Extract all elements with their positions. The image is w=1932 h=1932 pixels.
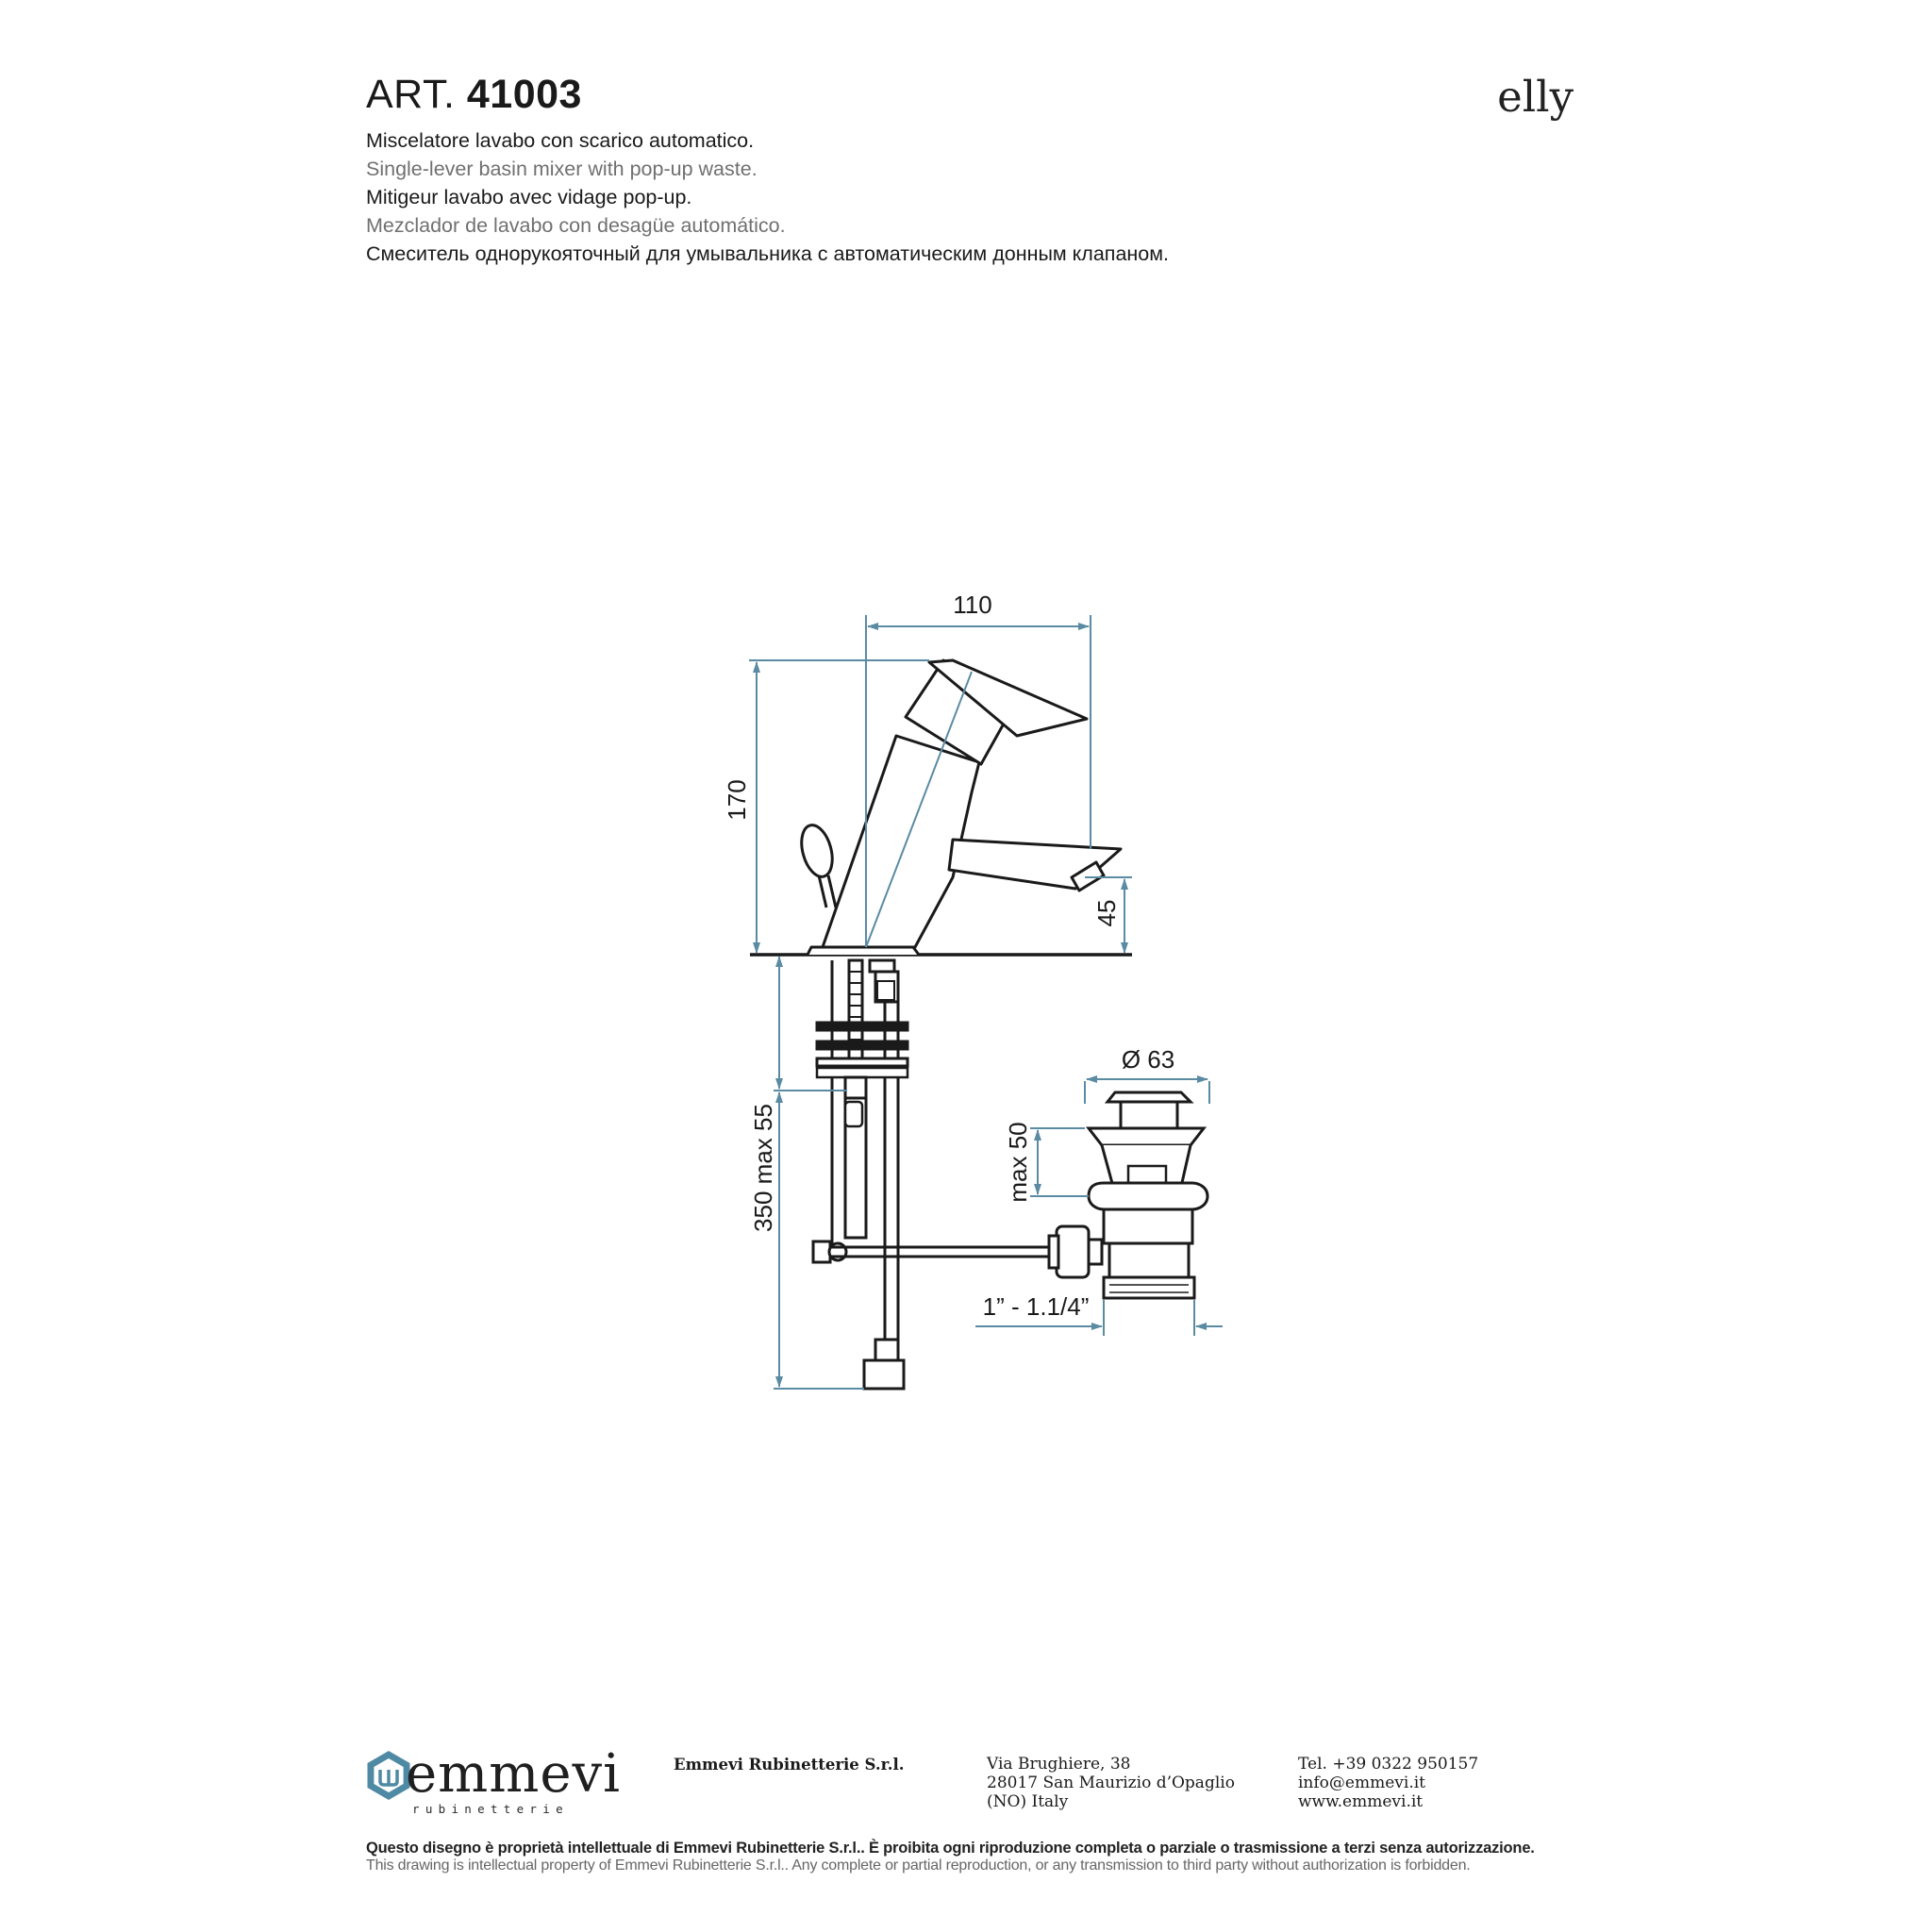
series-name: elly bbox=[1497, 72, 1574, 122]
dim-drain-diameter-label: Ø 63 bbox=[1121, 1045, 1175, 1074]
contact-block bbox=[1298, 1755, 1478, 1811]
company-name: Emmevi Rubinetterie S.r.l. bbox=[674, 1756, 905, 1774]
dim-hose-label: 350 max 55 bbox=[749, 1104, 777, 1232]
faucet-outline bbox=[750, 660, 1132, 955]
legal-notice-it: Questo disegno è proprietà intellettuale di Emmevi Rubinetterie S.r.l.. È proibita ogni riproduzione completa o parziale o trasmissione a terzi senza autorizzazione. bbox=[366, 1840, 1535, 1857]
description-it: Miscelatore lavabo con scarico automatico. bbox=[366, 129, 755, 152]
address-block bbox=[987, 1755, 1235, 1811]
description-en: Single-lever basin mixer with pop-up waste. bbox=[366, 158, 758, 180]
dim-drain-max-label: max 50 bbox=[1004, 1122, 1032, 1203]
article-prefix: ART. bbox=[366, 72, 456, 117]
logo-wordmark: emmevi bbox=[406, 1743, 622, 1805]
description-ru: Смеситель однорукояточный для умывальника с автоматическим донным клапаном. bbox=[366, 242, 1169, 265]
address-line: 28017 San Maurizio d’Opaglio bbox=[987, 1774, 1235, 1792]
article-number: 41003 bbox=[466, 72, 582, 117]
emmevi-logo-icon bbox=[368, 1751, 410, 1800]
address-line: Via Brughiere, 38 bbox=[987, 1755, 1131, 1774]
website-link[interactable]: www.emmevi.it bbox=[1298, 1792, 1424, 1811]
dim-thread-label: 1” - 1.1/4” bbox=[982, 1292, 1090, 1321]
dim-width-label: 110 bbox=[953, 591, 992, 619]
email-link[interactable]: info@emmevi.it bbox=[1298, 1774, 1425, 1792]
address-line: (NO) Italy bbox=[987, 1792, 1069, 1811]
dim-spout-label: 45 bbox=[1092, 899, 1121, 927]
description-es: Mezclador de lavabo con desagüe automático. bbox=[366, 214, 786, 237]
dim-height-label: 170 bbox=[723, 779, 751, 821]
phone-number: Tel. +39 0322 950157 bbox=[1298, 1755, 1479, 1774]
description-fr: Mitigeur lavabo avec vidage pop-up. bbox=[366, 186, 692, 208]
logo-subtitle: rubinetterie bbox=[412, 1802, 569, 1816]
legal-notice-en: This drawing is intellectual property of Emmevi Rubinetterie S.r.l.. Any complete or partial reproduction, or any transmission to third party without authorization is forbidden. bbox=[366, 1857, 1471, 1874]
